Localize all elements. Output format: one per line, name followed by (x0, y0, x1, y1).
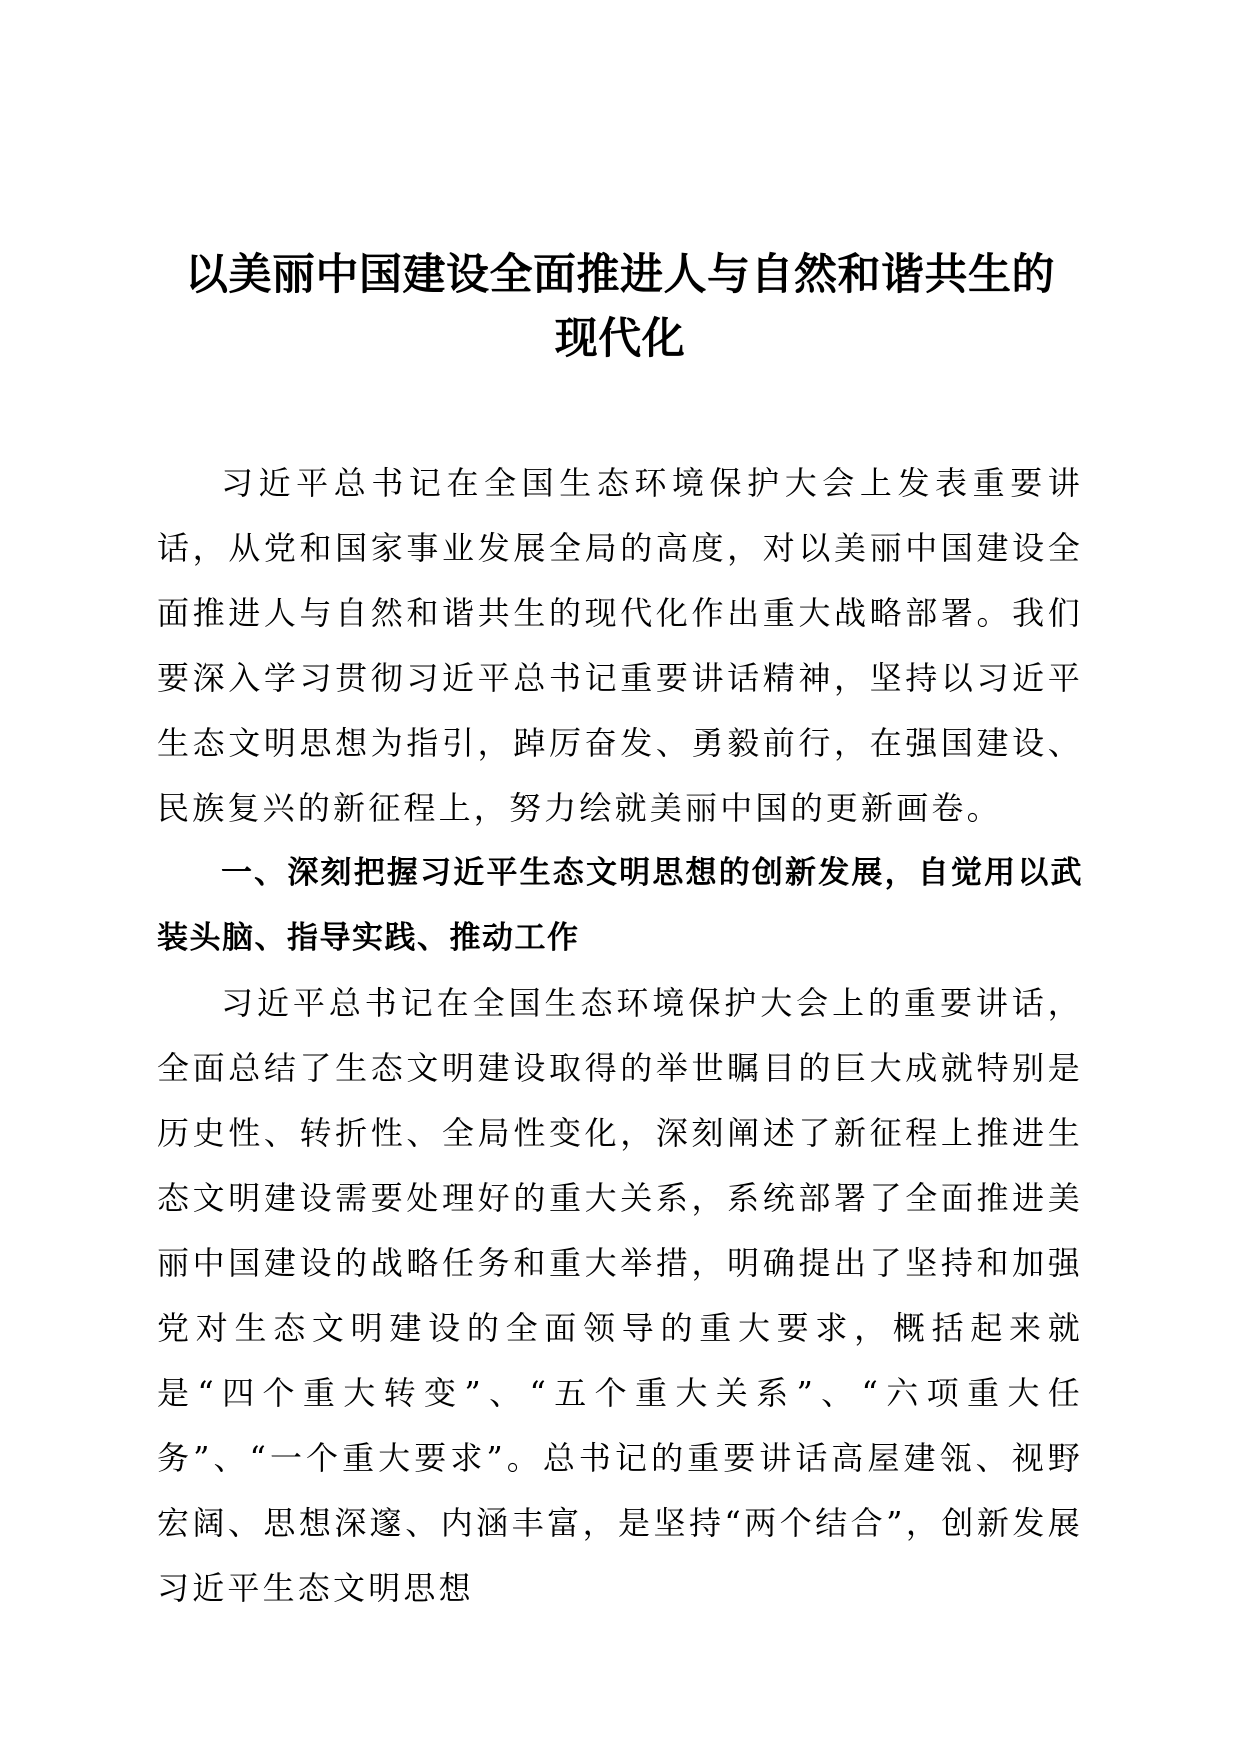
document-content (157, 243, 1083, 1621)
title-line-2: 现代化 (554, 314, 686, 364)
intro-paragraph: 习近平总书记在全国生态环境保护大会上发表重要讲话，从党和国家事业发展全局的高度，对以美丽中国建设全面推进人与自然和谐共生的现代化作出重大战略部署。我们要深入学习贯彻习近平总书记重要讲话精神，坚持以习近平生态文明思想为指引，踔厉奋发、勇毅前行，在强国建设、民族复兴的新征程上，努力绘就美丽中国的更新画卷。 (157, 464, 1083, 827)
section-1-paragraph: 习近平总书记在全国生态环境保护大会上的重要讲话，全面总结了生态文明建设取得的举世瞩目的巨大成就特别是历史性、转折性、全局性变化，深刻阐述了新征程上推进生态文明建设需要处理好的重大关系，系统部署了全面推进美丽中国建设的战略任务和重大举措，明确提出了坚持和加强党对生态文明建设的全面领导的重大要求，概括起来就是“四个重大转变”、“五个重大关系”、“六项重大任务”、“一个重大要求”。总书记的重要讲话高屋建瓴、视野宏阔、思想深邃、内涵丰富，是坚持“两个结合”，创新发展习近平生态文明思想 (157, 984, 1083, 1607)
document-title (157, 243, 1083, 371)
title-line-1: 以美丽中国建设全面推进人与自然和谐共生的 (185, 250, 1055, 300)
section-heading-1: 一、深刻把握习近平生态文明思想的创新发展，自觉用以武装头脑、指导实践、推动工作 (157, 855, 1083, 956)
